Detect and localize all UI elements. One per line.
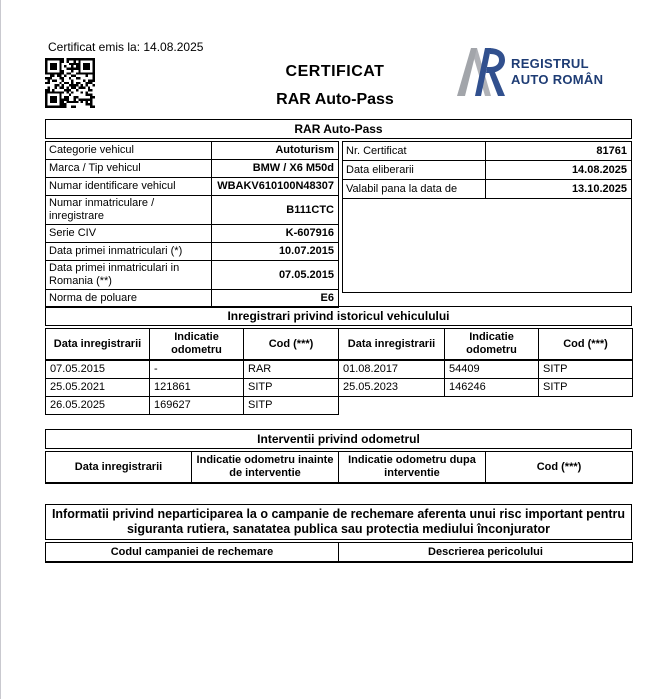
table-row: Marca / Tip vehicul BMW / X6 M50d — [46, 160, 339, 178]
table-row: 07.05.2015 - RAR 01.08.2017 54409 SITP — [46, 360, 633, 379]
table-row: Numar identificare vehicul WBAKV610100N48307 — [46, 178, 339, 196]
table-row: 26.05.2025 169627 SITP — [46, 397, 633, 415]
interventions-table — [45, 451, 633, 484]
document-body — [45, 119, 632, 563]
recall-header-row: Codul campaniei de rechemare Descrierea pericolului — [46, 543, 633, 563]
table-row: Norma de poluare E6 — [46, 290, 339, 308]
history-header-row: Data inregistrarii Indicatie odometru Cod (***) Data inregistrarii Indicatie odometru Cod (***) — [46, 329, 633, 361]
rar-logo — [455, 46, 603, 98]
table-row: Serie CIV K-607916 — [46, 225, 339, 243]
table-row: Valabil pana la data de 13.10.2025 — [343, 180, 631, 199]
rar-logo-icon — [455, 46, 507, 98]
cert-section-title: RAR Auto-Pass — [45, 119, 632, 139]
interventions-section-title: Interventii privind odometrul — [45, 429, 632, 449]
table-row: Categorie vehicul Autoturism — [46, 142, 339, 160]
history-table — [45, 328, 633, 415]
table-row: Nr. Certificat 81761 — [343, 142, 631, 161]
table-row: Data primei inmatriculari (*) 10.07.2015 — [46, 243, 339, 261]
certificate-data-table — [342, 141, 632, 293]
recall-section-title: Informatii privind neparticiparea la o campanie de rechemare aferenta unui risc important pentru siguranta rutiera, sanatatea publica sau protectia mediului înconjurator — [45, 504, 632, 540]
table-row: 25.05.2021 121861 SITP 25.05.2023 146246 SITP — [46, 379, 633, 397]
rar-logo-line1: REGISTRUL — [511, 56, 589, 71]
table-row: Data eliberarii 14.08.2025 — [343, 161, 631, 180]
interventions-header-row: Data inregistrarii Indicatie odometru inainte de interventie Indicatie odometru dupa interventie Cod (***) — [46, 452, 633, 484]
document-subtitle: RAR Auto-Pass — [276, 91, 394, 108]
vehicle-data-table — [45, 141, 339, 308]
cert-tables — [45, 141, 632, 304]
table-row: Numar inmatriculare / inregistrare B111CTC — [46, 196, 339, 225]
empty-cell — [339, 397, 633, 415]
rar-logo-line2: AUTO ROMÂN — [511, 72, 604, 87]
rar-logo-text — [511, 56, 603, 88]
document-title: CERTIFICAT — [285, 63, 385, 80]
issued-date-label: Certificat emis la: 14.08.2025 — [48, 40, 204, 54]
history-section-title: Inregistrari privind istoricul vehiculului — [45, 306, 632, 326]
table-row: Data primei inmatriculari in Romania (**) 07.05.2015 — [46, 261, 339, 290]
recall-table — [45, 542, 633, 563]
